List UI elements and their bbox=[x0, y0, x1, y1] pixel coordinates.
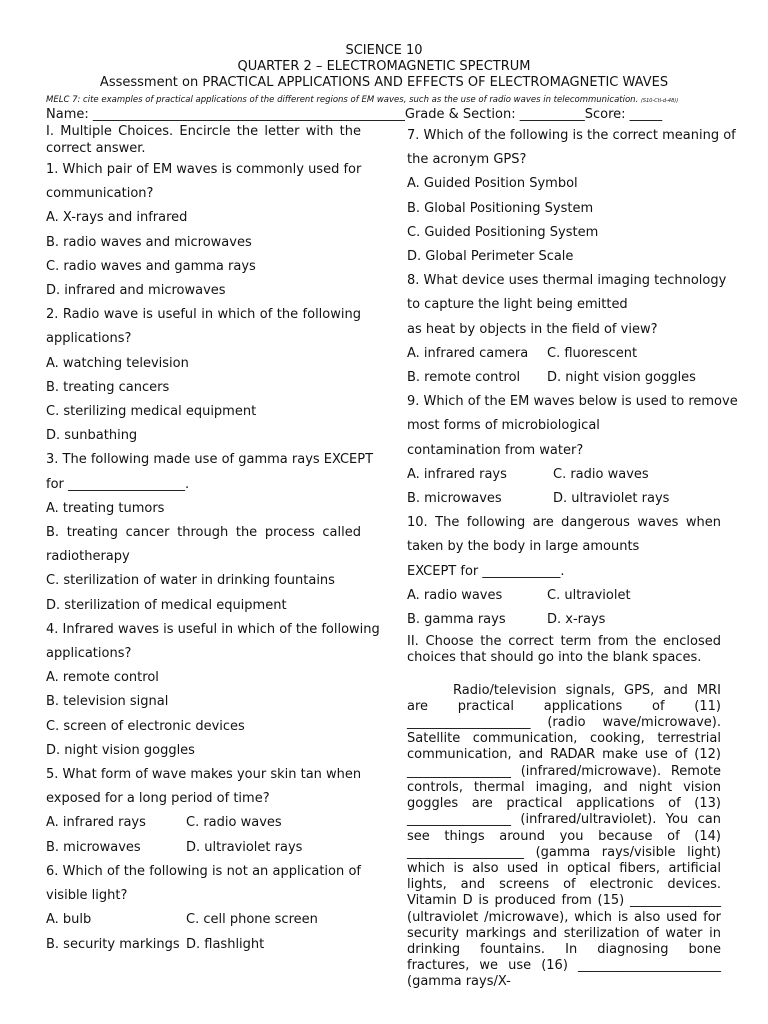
section-1-instructions bbox=[46, 124, 361, 158]
question-10-option-b[interactable]: B. gamma rays bbox=[407, 612, 506, 628]
question-3 bbox=[46, 448, 374, 617]
question-4 bbox=[46, 618, 380, 763]
question-3-stem-1: 3. The following made use of gamma rays EXCEPT bbox=[46, 452, 374, 468]
question-2-stem-2: applications? bbox=[46, 331, 132, 347]
question-6 bbox=[46, 860, 361, 957]
question-1-option-a[interactable]: A. X-rays and infrared bbox=[46, 210, 188, 226]
question-5-stem-2: exposed for a long period of time? bbox=[46, 791, 270, 807]
question-10-stem-1: 10. The following are dangerous waves when bbox=[407, 515, 721, 531]
melc-statement bbox=[46, 95, 726, 107]
question-9-stem-1: 9. Which of the EM waves below is used to remove bbox=[407, 394, 738, 410]
question-1-stem-2: communication? bbox=[46, 186, 154, 202]
question-8-options-row-1 bbox=[407, 342, 721, 366]
question-2-option-a[interactable]: A. watching television bbox=[46, 355, 189, 371]
left-column bbox=[46, 124, 380, 957]
question-3-option-d[interactable]: D. sterilization of medical equipment bbox=[46, 597, 287, 613]
question-9-option-a[interactable]: A. infrared rays bbox=[407, 466, 507, 482]
question-4-stem-1: 4. Infrared waves is useful in which of the following bbox=[46, 621, 380, 637]
instructions-line-2: correct answer. bbox=[46, 141, 146, 156]
question-5-option-b[interactable]: B. microwaves bbox=[46, 839, 141, 855]
question-1-option-c[interactable]: C. radio waves and gamma rays bbox=[46, 258, 256, 274]
question-4-option-d[interactable]: D. night vision goggles bbox=[46, 742, 195, 758]
question-1-option-d[interactable]: D. infrared and microwaves bbox=[46, 283, 226, 299]
question-9-option-c[interactable]: C. radio waves bbox=[553, 466, 649, 482]
question-8-stem-1: 8. What device uses thermal imaging technology bbox=[407, 273, 727, 289]
question-6-option-d[interactable]: D. flashlight bbox=[186, 936, 265, 952]
question-3-option-c[interactable]: C. sterilization of water in drinking fountains bbox=[46, 573, 335, 589]
question-8-option-a[interactable]: A. infrared camera bbox=[407, 345, 529, 361]
subject-title: SCIENCE 10 bbox=[345, 43, 423, 58]
question-4-stem-2: applications? bbox=[46, 646, 132, 662]
question-5-option-c[interactable]: C. radio waves bbox=[186, 815, 282, 831]
question-8-option-d[interactable]: D. night vision goggles bbox=[547, 370, 696, 386]
question-9-option-b[interactable]: B. microwaves bbox=[407, 491, 502, 507]
quarter-title: QUARTER 2 – ELECTROMAGNETIC SPECTRUM bbox=[237, 59, 531, 74]
question-2-option-c[interactable]: C. sterilizing medical equipment bbox=[46, 404, 257, 420]
question-7-option-a[interactable]: A. Guided Position Symbol bbox=[407, 176, 578, 192]
question-2 bbox=[46, 303, 361, 448]
question-8-stem-3: as heat by objects in the field of view? bbox=[407, 321, 658, 337]
question-1-stem-1: 1. Which pair of EM waves is commonly used for bbox=[46, 162, 362, 177]
question-10 bbox=[407, 511, 721, 632]
assessment-title: Assessment on PRACTICAL APPLICATIONS AND EFFECTS OF ELECTROMAGNETIC WAVES bbox=[99, 75, 669, 90]
question-10-option-c[interactable]: C. ultraviolet bbox=[547, 587, 631, 603]
question-10-stem-3: EXCEPT for ____________. bbox=[407, 563, 565, 579]
section-2-instructions: II. Choose the correct term from the enclosed choices that should go into the blank spaces. bbox=[407, 634, 721, 666]
question-7-option-c[interactable]: C. Guided Positioning System bbox=[407, 224, 599, 240]
question-7-option-b[interactable]: B. Global Positioning System bbox=[407, 200, 594, 216]
question-10-option-a[interactable]: A. radio waves bbox=[407, 587, 503, 603]
question-8-stem-2: to capture the light being emitted bbox=[407, 297, 628, 313]
question-7-stem-2: the acronym GPS? bbox=[407, 152, 527, 168]
question-3-option-b-1[interactable]: B. treating cancer through the process called bbox=[46, 525, 361, 541]
question-7 bbox=[407, 124, 736, 269]
question-4-option-c[interactable]: C. screen of electronic devices bbox=[46, 718, 245, 734]
question-10-options-row-2 bbox=[407, 608, 721, 632]
question-9-option-d[interactable]: D. ultraviolet rays bbox=[553, 491, 670, 507]
question-10-stem-2: taken by the body in large amounts bbox=[407, 539, 640, 555]
question-4-option-a[interactable]: A. remote control bbox=[46, 670, 159, 686]
question-4-option-b[interactable]: B. television signal bbox=[46, 694, 169, 710]
question-8-option-c[interactable]: C. fluorescent bbox=[547, 345, 638, 361]
question-6-stem-1: 6. Which of the following is not an application of bbox=[46, 863, 361, 879]
question-6-option-c[interactable]: C. cell phone screen bbox=[186, 912, 318, 928]
question-7-option-d[interactable]: D. Global Perimeter Scale bbox=[407, 249, 574, 265]
worksheet-header bbox=[0, 43, 768, 91]
question-1 bbox=[46, 158, 361, 303]
question-9-stem-2: most forms of microbiological bbox=[407, 418, 600, 434]
question-3-option-b-2[interactable]: radiotherapy bbox=[46, 549, 130, 565]
question-9 bbox=[407, 390, 738, 511]
question-8-options-row-2 bbox=[407, 366, 721, 390]
question-3-option-a[interactable]: A. treating tumors bbox=[46, 500, 165, 516]
question-9-options-row-1 bbox=[407, 463, 721, 487]
question-6-options-row-1 bbox=[46, 908, 361, 932]
question-10-option-d[interactable]: D. x-rays bbox=[547, 612, 606, 628]
right-column bbox=[407, 124, 738, 991]
melc-code: (S10-Ctl-d-48)) bbox=[640, 98, 679, 104]
question-9-options-row-2 bbox=[407, 487, 721, 511]
question-6-stem-2: visible light? bbox=[46, 888, 128, 904]
question-2-option-b[interactable]: B. treating cancers bbox=[46, 379, 170, 395]
question-5-stem-1: 5. What form of wave makes your skin tan when bbox=[46, 767, 362, 783]
fill-in-the-blanks-paragraph[interactable]: Radio/television signals, GPS, and MRI are practical applications of (11) ___________________ (radio wave/microwave). Satellite communication, cooking, terrestrial communication, and RADAR make use of (12) ________________ (infrared/microwave). Remote controls, thermal imaging, and night vision goggles are practical applications of (13) ________________ (infrared/ultraviolet). You can see things around you because of (14) __________________ (gamma rays/visible light) which is also used in optical fibers, artificial lights, and screens of electronic devices. Vitamin D is produced from (15) ______________ (ultraviolet /microwave), which is also used for security markings and sterilization of water in drinking fountains. In diagnosing bone fractures, we use (16) ______________________ (gamma rays/X- bbox=[407, 682, 721, 990]
question-6-option-a[interactable]: A. bulb bbox=[46, 912, 92, 928]
question-6-options-row-2 bbox=[46, 933, 361, 957]
question-5 bbox=[46, 763, 361, 860]
question-6-option-b[interactable]: B. security markings bbox=[46, 936, 180, 952]
question-7-stem-1: 7. Which of the following is the correct meaning of bbox=[407, 128, 736, 143]
question-5-options-row-1 bbox=[46, 811, 361, 835]
question-9-stem-3: contamination from water? bbox=[407, 442, 584, 458]
question-3-stem-2: for __________________. bbox=[46, 476, 190, 492]
question-10-options-row-1 bbox=[407, 584, 721, 608]
melc-text: MELC 7: cite examples of practical applications of the different regions of EM waves, such as the use of radio waves in telecommunication. bbox=[46, 95, 639, 105]
question-8 bbox=[407, 269, 727, 390]
question-8-option-b[interactable]: B. remote control bbox=[407, 370, 521, 386]
question-2-stem-1: 2. Radio wave is useful in which of the following bbox=[46, 307, 361, 323]
question-5-options-row-2 bbox=[46, 836, 361, 860]
question-2-option-d[interactable]: D. sunbathing bbox=[46, 428, 138, 444]
instructions-line-1: I. Multiple Choices. Encircle the letter with the bbox=[46, 124, 361, 139]
question-5-option-a[interactable]: A. infrared rays bbox=[46, 815, 146, 831]
question-1-option-b[interactable]: B. radio waves and microwaves bbox=[46, 234, 252, 250]
student-info-line: Name: ________________________________________________Grade & Section: __________Score: _____ bbox=[46, 107, 663, 122]
question-5-option-d[interactable]: D. ultraviolet rays bbox=[186, 839, 303, 855]
